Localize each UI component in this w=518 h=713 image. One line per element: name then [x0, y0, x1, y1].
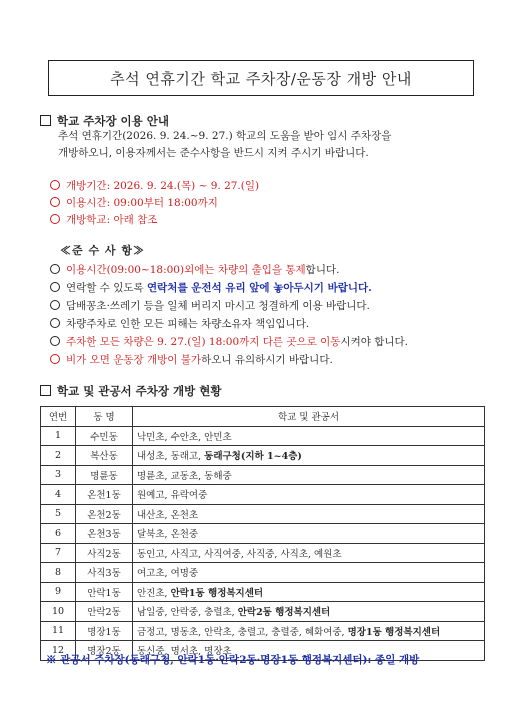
row-places	[133, 446, 485, 466]
row-dong-text: 명장1동	[87, 626, 121, 638]
circle-bullet-icon	[50, 300, 60, 310]
row-dong	[76, 504, 133, 524]
intro-paragraph	[58, 128, 391, 162]
rule-item	[50, 298, 370, 313]
rule-text-red: 비가 오면 운동장 개방이 불가	[66, 354, 202, 366]
section1-heading-text: 학교 주차장 이용 안내	[57, 114, 169, 128]
detail-schools	[50, 212, 157, 227]
row-places	[133, 563, 485, 583]
rule-item	[50, 262, 339, 277]
rule-text-blue: 연락처를 운전석 유리 앞에 놓아두시기 바랍니다.	[147, 282, 372, 294]
row-dong-text: 명륜동	[90, 470, 118, 482]
row-places	[133, 524, 485, 544]
rule-text-red: 주차한 모든 차량은 9. 27.(일) 18:00까지 다른 곳으로 이동	[66, 336, 341, 348]
row-dong	[76, 446, 133, 466]
row-dong	[76, 543, 133, 563]
facility-name: 안락2동 행정복지센터	[237, 607, 331, 619]
table-row	[41, 524, 485, 544]
row-number-text: 11	[51, 625, 65, 637]
row-places-text: 달북초, 온천중	[137, 529, 199, 541]
square-bullet-icon	[40, 115, 51, 126]
row-number-text: 10	[51, 605, 65, 617]
page-title: 추석 연휴기간 학교 주차장/운동장 개방 안내	[48, 60, 474, 96]
rule-text: 하오니 유의하시기 바랍니다.	[201, 354, 333, 366]
circle-bullet-icon	[50, 180, 60, 190]
row-dong-text: 명장2동	[87, 646, 121, 658]
parking-table	[40, 406, 485, 661]
row-dong-text: 안락2동	[87, 607, 121, 619]
row-number-text: 1	[54, 430, 62, 442]
header-dong: 동 명	[76, 407, 133, 427]
square-bullet-icon	[40, 385, 51, 396]
intro-line-1: 추석 연휴기간(2026. 9. 24.~9. 27.) 학교의 도움을 받아 임시 주차장을	[58, 130, 392, 142]
row-dong-text: 온천3동	[87, 529, 121, 541]
section1-heading	[40, 113, 169, 129]
detail-period-text: 개방기간: 2026. 9. 24.(목) ~ 9. 27.(일)	[66, 180, 260, 192]
table-row	[41, 602, 485, 622]
row-places	[133, 621, 485, 641]
row-number-text: 6	[54, 527, 62, 539]
rule-text: 시켜야 합니다.	[340, 336, 408, 348]
rule-text: 연락할 수 있도록	[66, 282, 148, 294]
detail-hours-text: 이용시간: 09:00부터 18:00까지	[66, 197, 218, 209]
table-header-row	[41, 407, 485, 427]
row-places-text: 내성초, 동래고,	[137, 451, 205, 463]
row-places-text: 남일중, 안락중, 충렬초,	[137, 607, 238, 619]
table-row	[41, 504, 485, 524]
row-number	[41, 504, 76, 524]
intro-line-2: 개방하오니, 이용자께서는 준수사항을 반드시 지켜 주시기 바랍니다.	[58, 147, 369, 159]
table-row	[41, 485, 485, 505]
row-number-text: 2	[54, 449, 62, 461]
facility-name: 동래구청(지하 1~4층)	[204, 451, 302, 463]
row-dong	[76, 426, 133, 446]
detail-hours	[50, 195, 218, 210]
row-places	[133, 485, 485, 505]
row-dong-text: 온천1동	[87, 490, 121, 502]
header-no: 연번	[41, 407, 76, 427]
row-number-text: 8	[54, 566, 62, 578]
row-places	[133, 426, 485, 446]
circle-bullet-icon	[50, 197, 60, 207]
row-places-text: 안진초,	[137, 587, 171, 599]
rule-text: 담배꽁초·쓰레기 등을 일체 버리지 마시고 청결하게 이용 바랍니다.	[66, 300, 370, 312]
circle-bullet-icon	[50, 214, 60, 224]
row-number-text: 7	[54, 547, 62, 559]
header-places: 학교 및 관공서	[133, 407, 485, 427]
row-number-text: 9	[54, 586, 62, 598]
facility-name: 명장1동 행정복지센터	[347, 626, 441, 638]
row-dong	[76, 465, 133, 485]
row-dong-text: 사직3동	[87, 568, 121, 580]
row-number	[41, 563, 76, 583]
row-places-text: 내산초, 온천초	[137, 509, 199, 521]
rules-title: ≪준 수 사 항≫	[60, 244, 145, 257]
row-dong-text: 수민동	[90, 431, 118, 443]
row-dong-text: 안락1동	[87, 587, 121, 599]
row-places-text: 금정고, 명동초, 안락초, 충렬고, 충렬중, 혜화여중,	[137, 626, 348, 638]
row-number	[41, 543, 76, 563]
row-number	[41, 582, 76, 602]
row-number	[41, 602, 76, 622]
row-dong	[76, 621, 133, 641]
detail-schools-text: 개방학교: 아래 참조	[66, 214, 158, 226]
circle-bullet-icon	[50, 336, 60, 346]
row-number	[41, 621, 76, 641]
row-dong	[76, 582, 133, 602]
row-places-text: 낙민초, 수안초, 안민초	[137, 431, 232, 443]
row-dong-text: 복산동	[90, 451, 118, 463]
table-row	[41, 621, 485, 641]
row-number-text: 3	[54, 469, 62, 481]
section2-heading-text: 학교 및 관공서 주차장 개방 현황	[57, 384, 222, 398]
table-row	[41, 563, 485, 583]
circle-bullet-icon	[50, 354, 60, 364]
row-number	[41, 524, 76, 544]
rule-item	[50, 316, 309, 331]
row-places	[133, 602, 485, 622]
row-places-text: 명륜초, 교동초, 동해중	[137, 470, 232, 482]
rule-text-red: 이용시간(09:00~18:00)외에는 차량의 출입을 통제	[66, 264, 306, 276]
row-dong	[76, 563, 133, 583]
row-number	[41, 485, 76, 505]
table-row	[41, 543, 485, 563]
row-number-text: 4	[54, 488, 62, 500]
row-places	[133, 465, 485, 485]
circle-bullet-icon	[50, 264, 60, 274]
table-row	[41, 446, 485, 466]
row-places	[133, 504, 485, 524]
table-row	[41, 582, 485, 602]
row-dong-text: 온천2동	[87, 509, 121, 521]
row-number	[41, 426, 76, 446]
rule-text: 합니다.	[305, 264, 340, 276]
row-dong	[76, 524, 133, 544]
row-places-text: 원예고, 유락여중	[137, 490, 208, 502]
rule-item	[50, 352, 333, 367]
row-number	[41, 465, 76, 485]
row-dong-text: 사직2동	[87, 548, 121, 560]
row-places-text: 여고초, 여명중	[137, 568, 199, 580]
rule-item	[50, 334, 408, 349]
circle-bullet-icon	[50, 318, 60, 328]
row-places	[133, 543, 485, 563]
row-places	[133, 582, 485, 602]
row-places-text: 동신중, 명서초, 명장초	[137, 646, 232, 658]
row-dong	[76, 602, 133, 622]
row-places-text: 동인고, 사직고, 사직여중, 사직중, 사직초, 예원초	[137, 548, 342, 560]
row-number-text: 12	[51, 644, 65, 656]
row-dong	[76, 485, 133, 505]
table-row	[41, 426, 485, 446]
facility-name: 안락1동 행정복지센터	[170, 587, 264, 599]
footer-note: ※ 관공서 주차장(동래구청, 안락1동·안락2동·명장1동 행정복지센터): 종일 개방	[46, 654, 420, 666]
row-number-text: 5	[54, 508, 62, 520]
detail-period	[50, 178, 259, 193]
circle-bullet-icon	[50, 282, 60, 292]
section2-heading	[40, 383, 221, 399]
rule-text: 차량주차로 인한 모든 피해는 차량소유자 책임입니다.	[66, 318, 310, 330]
table-row	[41, 465, 485, 485]
rule-item	[50, 280, 372, 295]
row-number	[41, 446, 76, 466]
